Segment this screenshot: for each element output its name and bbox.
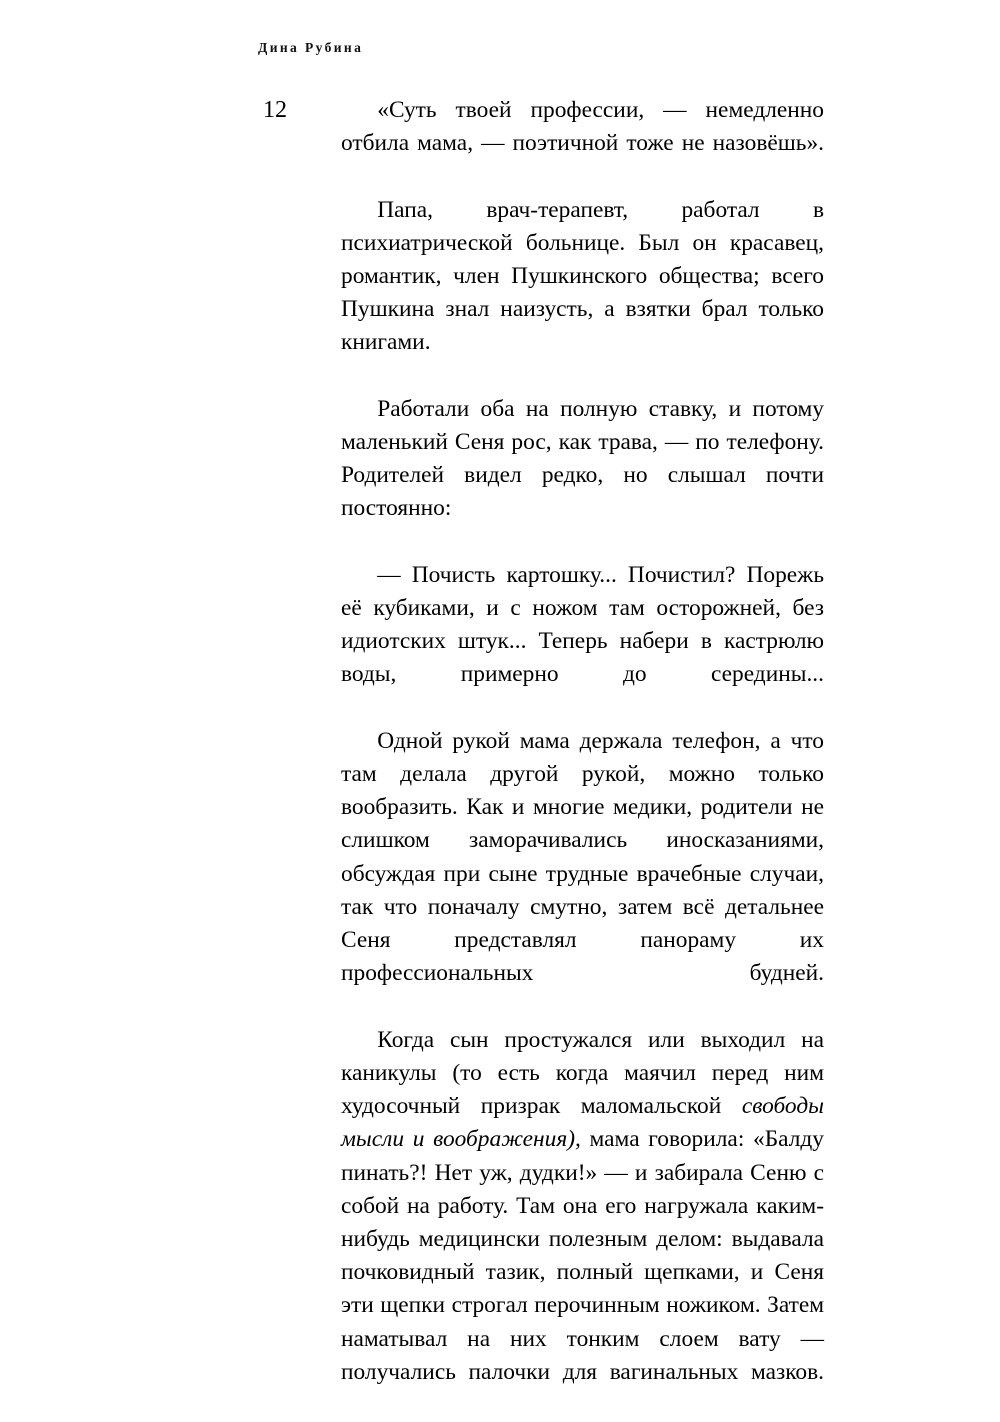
- text-run: мама говорила: «Балду пинать?! Нет уж, дудки!» — и забирала Сеню с собой на работу. Там она его нагружала каким-нибудь медицински полезным делом: выдавала почковидный тазик, полный щепками, и Сеня эти щепки строгал перочинным ножиком. Затем наматывал на них тонким слоем вату — получались палочки для вагинальных мазков.: [341, 1126, 824, 1385]
- text-run: Работали оба на полную ставку, и потому маленький Сеня рос, как трава, — по телефону. Родителей видел редко, но слышал почти постоянно:: [341, 395, 824, 522]
- running-head-author: Дина Рубина: [258, 40, 364, 55]
- text-run: Одной рукой мама держала телефон, а что там делала другой рукой, можно только вообразить. Как и многие медики, родители не слишком заморачивались иносказаниями, обсуждая при сыне трудные врачебные случаи, так что поначалу смутно, затем всё детальнее Сеня представлял панораму их профессиональных будней.: [341, 727, 824, 987]
- paragraph: [341, 393, 824, 559]
- paragraph: [341, 1024, 824, 1422]
- text-run: Папа, врач-терапевт, работал в психиатрической больнице. Был он красавец, романтик, член Пушкинского общества; всего Пушкина знал наизусть, а взятки брал только книгами.: [341, 196, 824, 356]
- page-number: 12: [263, 97, 287, 123]
- text-run: Когда сын простужался или выходил на каникулы (то есть когда маячил перед ним худосочный призрак маломальской: [341, 1026, 824, 1120]
- paragraph: [341, 559, 824, 725]
- paragraph: [341, 194, 824, 393]
- text-run: — Почисть картошку... Почистил? Порежь её кубиками, и с ножом там осторожней, без идиотских штук... Теперь набери в кастрюлю воды, примерно до середины...: [341, 561, 824, 688]
- text-run: «Суть твоей профессии, — немедленно отбила мама, — поэтичной тоже не назовёшь».: [341, 97, 824, 157]
- body-text-column: [341, 94, 824, 1422]
- italic-text-run: свободы мысли и воображения),: [341, 1093, 824, 1153]
- paragraph: [341, 94, 824, 194]
- paragraph: [341, 725, 824, 1024]
